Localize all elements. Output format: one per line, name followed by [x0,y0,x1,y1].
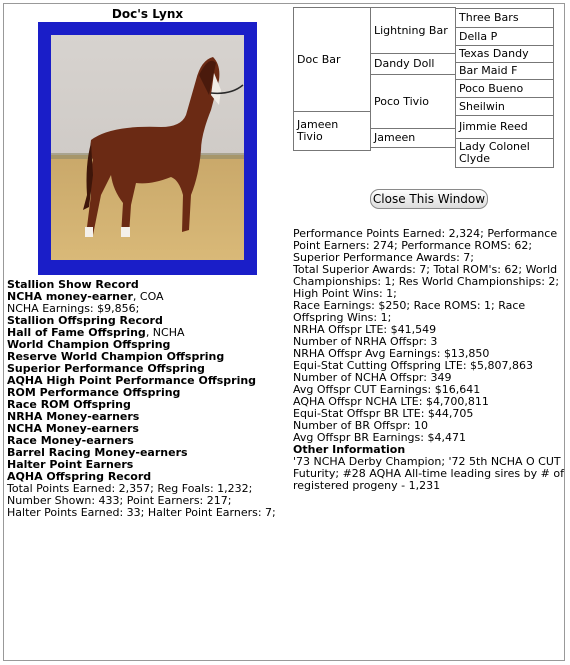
ncha-money-earner-suffix: , COA [132,290,164,303]
totals-paragraph: Total Superior Awards: 7; Total ROM's: 62; World Championships: 1; Res World Championships: 2; High Point Wins: 1; [293,263,560,300]
ncha-earnings: NCHA Earnings: $9,856; [7,302,140,315]
pedigree-g3-3: Texas Dandy [455,45,554,63]
pedigree-g3-4: Bar Maid F [455,62,554,80]
photo-frame [38,22,257,275]
superior-performance-offspring: Superior Performance Offspring [7,362,205,375]
race-money-earners: Race Money-earners [7,434,134,447]
horse-image [51,35,244,260]
hall-of-fame-suffix: , NCHA [145,326,185,339]
pedigree-sire-dam: Dandy Doll [370,53,456,75]
nrha-money-earners: NRHA Money-earners [7,410,140,423]
ncha-money-earners: NCHA Money-earners [7,422,139,435]
pedigree-g3-8: Lady Colonel Clyde [455,138,554,168]
pedigree-sire: Doc Bar [293,7,371,112]
hall-of-fame-label: Hall of Fame Offspring [7,326,146,339]
stat-line: Equi-Stat Cutting Offspring LTE: $5,807,863 [293,359,534,372]
stat-line: AQHA Offspr NCHA LTE: $4,700,811 [293,395,489,408]
pedigree-sire-sire: Lightning Bar [370,7,456,54]
barrel-racing-money-earners: Barrel Racing Money-earners [7,446,188,459]
pedigree-dam-sire: Poco Tivio [370,74,456,129]
other-information-heading: Other Information [293,443,406,456]
stat-line: NRHA Offspr Avg Earnings: $13,850 [293,347,490,360]
race-rom-offspring: Race ROM Offspring [7,398,131,411]
pedigree-g3-7: Jimmie Reed [455,115,554,139]
stat-line: Number of BR Offspr: 10 [293,419,428,432]
aqha-high-point-offspring: AQHA High Point Performance Offspring [7,374,257,387]
halter-point-earners: Halter Point Earners [7,458,134,471]
close-window-button[interactable]: Close This Window [370,189,488,209]
other-information-text: '73 NCHA Derby Champion; '72 5th NCHA O CUT Futurity; #28 AQHA All-time leading sires by # of registered progeny - 1,231 [293,455,564,492]
stat-line: Number of NRHA Offspr: 3 [293,335,438,348]
pedigree-g3-5: Poco Bueno [455,79,554,98]
stat-line: Avg Offspr CUT Earnings: $16,641 [293,383,481,396]
performance-paragraph: Performance Points Earned: 2,324; Performance Point Earners: 274; Performance ROMS: 62; Superior Performance Awards: 7; [293,227,558,264]
rom-performance-offspring: ROM Performance Offspring [7,386,181,399]
pedigree-dam-dam: Jameen [370,128,456,148]
pedigree-g3-2: Della P [455,27,554,46]
pedigree-dam: Jameen Tivio [293,111,371,151]
stat-line: Avg Offspr BR Earnings: $4,471 [293,431,466,444]
stat-line: NRHA Offspr LTE: $41,549 [293,323,437,336]
halter-line: Halter Points Earned: 33; Halter Point Earners: 7; [7,506,276,519]
reserve-world-champion-offspring: Reserve World Champion Offspring [7,350,225,363]
horse-name-title: Doc's Lynx [111,7,184,21]
stallion-show-record-heading: Stallion Show Record [7,278,139,291]
race-paragraph: Race Earnings: $250; Race ROMS: 1; Race Offspring Wins: 1; [293,299,526,324]
pedigree-g3-1: Three Bars [455,8,554,28]
stallion-offspring-record-heading: Stallion Offspring Record [7,314,163,327]
pedigree-g3-6: Sheilwin [455,97,554,116]
stat-line: Equi-Stat Offspr BR LTE: $44,705 [293,407,474,420]
totals-line: Total Points Earned: 2,357; Reg Foals: 1,232; Number Shown: 433; Point Earners: 217; [7,482,253,507]
stat-line: Number of NCHA Offspr: 349 [293,371,452,384]
world-champion-offspring: World Champion Offspring [7,338,171,351]
offspring-stats [293,228,565,492]
horse-photo [51,35,244,260]
stallion-records [7,279,290,519]
aqha-offspring-record-heading: AQHA Offspring Record [7,470,152,483]
ncha-money-earner-label: NCHA money-earner [7,290,133,303]
